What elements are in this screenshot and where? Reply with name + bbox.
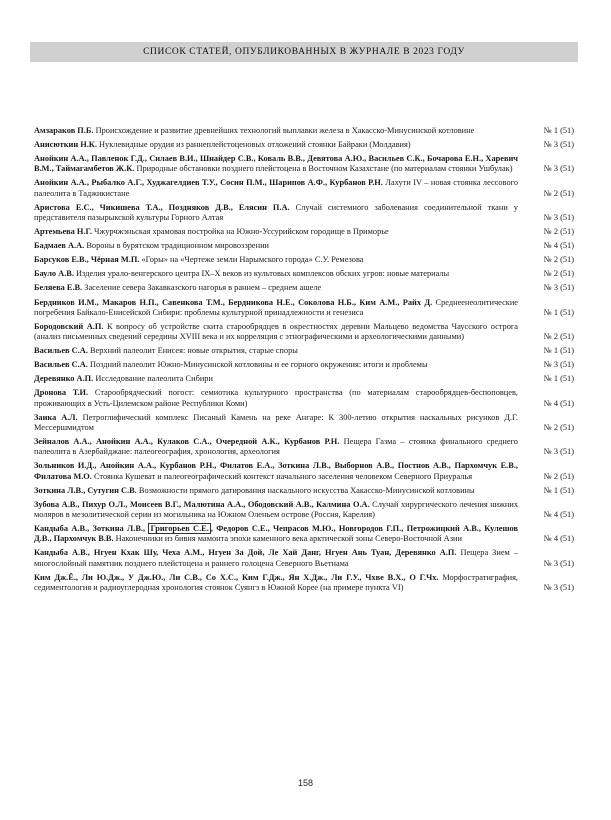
entry-authors: Зубова А.В., Пихур О.Л., Моисеев В.Г., Малютина А.А., Ободовский А.В., Калмина О.А. [34,499,370,509]
entry-title: «Горы» на «Чертеже земли Нарымского города» С.У. Ремезова [141,255,364,265]
entry-issue: № 2 (51) [543,269,574,279]
entry-title: Исследование палеолита Сибири [95,374,213,384]
list-item [34,346,574,356]
entry-issue: № 2 (51) [543,227,574,237]
entry-issue: № 1 (51) [543,485,574,495]
entry-issue: № 2 (51) [543,255,574,265]
list-item [34,269,574,279]
entry-issue: № 3 (51) [543,558,574,568]
entry-authors: Бауло А.В. [34,269,74,279]
highlighted-author: Григорьев С.Е. [150,524,209,533]
entry-authors: Зольников И.Д., Анойкин А.А., Курбанов Р.Н., Филатов Е.А., Зоткина Л.В., Выборнов А.В., Постнов А.В., Пархомчук Е.В., Филатова М.О. [34,461,518,481]
entry-title: Старообрядческий погост: семиотика культурного пространства (по материалам старообрядцев-беспоповцев, проживающих в Усть-Цилемском районе Республики Коми) [34,388,518,408]
entry-authors: Анойкин А.А., Рыбалко А.Г., Худжагелдиев Т.У., Сосин П.М., Шарипов А.Ф., Курбанов Р.Н. [34,178,383,188]
entry-title: К вопросу об устройстве скита старообрядцев в окрестностях деревни Мальцево ведомства Чаусского острога (анализ письменных сведений середины XVIII века и их корреляция с этнографическими и археологическими данными) [34,321,518,342]
section-title: СПИСОК СТАТЕЙ, ОПУБЛИКОВАННЫХ В ЖУРНАЛЕ В 2023 ГОДУ [143,47,465,57]
entry-authors: Зейналов А.А., Анойкин А.А., Кулаков С.А., Очередной А.К., Курбанов Р.Н. [34,437,340,447]
list-item [34,548,574,568]
entry-title: Случай хирургического лечения нижних моляров в мезолитической серии из могильника на Южном Оленьем острове (Россия, Карелия) [34,499,518,519]
entry-issue: № 4 (51) [543,398,574,408]
entry-title: Нуклевидные орудия из раннеплейстоценовых отложений стоянки Байраки (Молдавия) [99,140,411,150]
entry-authors: Кандыба А.В., Нгуен Кхак Шу, Чеха А.М., Нгуен За Дой, Ле Хай Данг, Нгуен Ань Туан, Деревянко А.П. [34,548,457,558]
entry-authors: , Федоров С.Е., Чепрасов М.Ю., Новгородов Г.П., Петрожицкий А.В., Кулешов Д.В., Пархомчук В.В. [34,524,518,544]
list-item [34,388,574,408]
entry-issue: № 2 (51) [543,188,574,198]
list-item [34,413,574,433]
entry-issue: № 1 (51) [543,346,574,356]
entry-title: Поздний палеолит Южно-Минусинской котловины и ее горного окружения: итоги и проблемы [89,360,428,370]
entry-issue: № 3 (51) [543,447,574,457]
list-item [34,283,574,293]
entry-issue: № 1 (51) [543,307,574,317]
entry-issue: № 3 (51) [543,582,574,592]
entry-authors: Анойкин А.А., Павленок Г.Д., Силаев В.И., Шнайдер С.В., Коваль В.В., Девятова А.Ю., Васильев С.К., Бочарова Е.Н., Харевич В.М., Таймагамбетов Ж.К. [34,154,518,174]
entry-authors: Анисюткин Н.К. [34,140,97,150]
entry-authors: Бердников И.М., Макаров Н.П., Савенкова Т.М., Бердникова Н.Е., Соколова Н.Б., Ким А.М., Райх Д. [34,297,433,307]
entry-title: Природные обстановки позднего плейстоцена в Восточном Казахстане (по материалам стоянки Ушбулак) [136,164,513,174]
entry-authors: Деревянко А.П. [34,374,94,384]
entry-issue: № 2 (51) [543,422,574,432]
section-header [30,42,578,62]
list-item [34,154,574,174]
list-item [34,255,574,265]
entry-issue: № 1 (51) [543,126,574,135]
entry-authors: Ким Дж.Ё., Ли Ю.Дж., У Дж.Ю., Ли С.В., Со Х.С., Ким Г.Дж., Ян Х.Дж., Ли Г.У., Чхве В.Х., О Г.Чх. [34,572,439,582]
list-item [34,241,574,251]
entry-title: Пещера Газма – стоянка финального среднего палеолита в Азербайджане: палеогеография, хронология, археология [34,437,518,457]
entry-authors-lead: Кандыба А.В., Зоткина Л.В., [34,524,146,533]
entry-title: Среднеенеолитические погребения Байкало-Енисейской Сибири: проблемы культурной принадлежности и генезиса [34,297,518,317]
entry-title: Стоянка Кушеват и палеогеографический контекст начального заселения человеком Северного Приуралья [93,471,473,481]
entry-title: Петроглифический комплекс Писаный Камень на реке Ангаре: К 300-летию открытия наскальных рисунков Д.Г. Мессершмидтом [34,412,518,432]
entry-issue: № 1 (51) [543,374,574,384]
list-item [34,298,574,318]
entry-issue: № 3 (51) [543,140,574,150]
entry-authors: Дронова Т.И. [34,388,89,398]
entry-authors: Барсуков Е.В., Чёрная М.П. [34,255,140,265]
entry-authors: Аристова Е.С., Чикишева Т.А., Поздняков Д.В., Елясин П.А. [34,202,290,212]
entry-authors: Зоткина Л.В., Сутугин С.В. [34,485,137,495]
list-item [34,322,574,342]
entry-title: Чжурчжэньская храмовая постройка на Южно-Уссурийском городище в Приморье [94,227,389,237]
entry-title: Изделия урало-венгерского центра IX–X веков из культовых комплексов обских угров: новые материалы [76,269,450,279]
entry-issue: № 4 (51) [543,534,574,544]
list-item [34,178,574,198]
page-number: 158 [297,778,314,788]
entry-authors: Заика А.Л. [34,412,78,422]
entry-issue: № 4 (51) [543,241,574,251]
entry-title: Происхождение и развитие древнейших технологий выплавки железа в Хакасско-Минусинской котловине [95,126,475,135]
entry-title: Лахути IV – новая стоянка лессового палеолита в Таджикистане [34,178,519,198]
entry-authors: Васильев С.А. [34,346,88,356]
list-item [34,203,574,223]
entry-issue: № 3 (51) [543,212,574,222]
entry-authors: Амзараков П.Б. [34,126,94,135]
list-item [34,140,574,150]
entry-authors: Артемьева Н.Г. [34,227,92,237]
list-item [34,573,574,593]
list-item [34,374,574,384]
entry-issue: № 3 (51) [543,283,574,293]
list-item [34,524,574,544]
list-item [34,486,574,496]
entry-title: Верхний палеолит Енисея: новые открытия, старые споры [89,346,298,356]
entry-title: Морфостратиграфия, седиментология и радиоуглеродная хронология стоянок Суянгэ в Южной Корее (на примере пункта VI) [34,572,518,592]
entry-title: Наконечники из бивня мамонта эпохи каменного века арктической зоны Северо-Восточной Азии [115,534,462,544]
entry-title: Пещера Зием – многослойный памятник позднего плейстоцена и раннего голоцена Северного Вьетнама [34,548,518,568]
list-item [34,227,574,237]
entry-issue: № 4 (51) [543,509,574,519]
entry-title: Заселение севера Закавказского нагорья в раннем – среднем ашеле [84,283,322,293]
entry-issue: № 2 (51) [543,471,574,481]
entry-title: Вороны в бурятском традиционном мировоззрении [86,241,270,251]
entry-authors: Васильев С.А. [34,360,88,370]
list-item [34,126,574,136]
list-item [34,461,574,481]
entry-issue: № 3 (51) [543,360,574,370]
list-item [34,500,574,520]
entry-issue: № 3 (51) [543,164,574,174]
list-item [34,360,574,370]
article-list [34,126,574,597]
entry-authors: Бадмаев А.А. [34,241,85,251]
entry-authors: Беляева Е.В. [34,283,83,293]
entry-authors: Бородовский А.П. [34,321,104,331]
entry-title: Случай системного заболевания соединительной ткани у представителя пазырыкской культуры Горного Алтая [34,202,518,222]
entry-title: Возможности прямого датирования наскального искусства Хакасско-Минусинской котловины [138,485,475,495]
entry-issue: № 2 (51) [543,332,574,342]
list-item [34,437,574,457]
